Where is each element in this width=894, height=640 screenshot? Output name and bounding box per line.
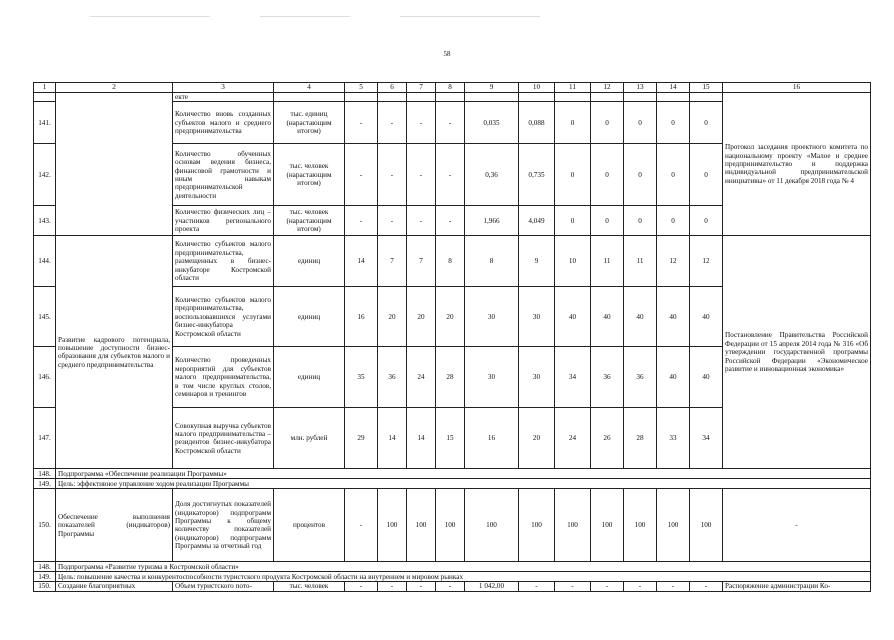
column-header: 3 xyxy=(173,83,274,93)
value-cell: 40 xyxy=(690,347,723,408)
value-cell: 4,049 xyxy=(519,206,555,236)
value-cell: 40 xyxy=(555,287,591,347)
value-cell: 28 xyxy=(624,408,657,469)
table-row xyxy=(34,236,871,287)
value-cell: 0 xyxy=(624,102,657,144)
column-header: 16 xyxy=(723,83,871,93)
value-cell: 10 xyxy=(555,236,591,287)
value-cell: 30 xyxy=(465,287,519,347)
value-cell: 16 xyxy=(465,408,519,469)
value-cell: 36 xyxy=(378,347,407,408)
table-row xyxy=(34,582,871,591)
value-cell: 24 xyxy=(555,408,591,469)
row-number: 148. xyxy=(34,469,56,479)
value-cell: 0,36 xyxy=(465,144,519,206)
value-cell: 1,966 xyxy=(465,206,519,236)
row-number: 141. xyxy=(34,102,56,144)
group-cell: Создание благоприятных xyxy=(56,582,173,591)
column-header: 12 xyxy=(591,83,624,93)
unit-cell: единиц xyxy=(274,287,345,347)
value-cell: 0,035 xyxy=(465,102,519,144)
unit-cell: процентов xyxy=(274,489,345,562)
column-header: 8 xyxy=(436,83,465,93)
basis-cell: - xyxy=(723,489,871,562)
row-number: 142. xyxy=(34,144,56,206)
value-cell: 100 xyxy=(519,489,555,562)
value-cell: 100 xyxy=(407,489,436,562)
value-cell: 0 xyxy=(555,102,591,144)
value-cell: 100 xyxy=(624,489,657,562)
value-cell: - xyxy=(436,206,465,236)
value-cell: 34 xyxy=(555,347,591,408)
section-title: Цель: эффективное управление ходом реализации Программы xyxy=(56,479,871,489)
value-cell: - xyxy=(407,144,436,206)
column-header: 2 xyxy=(56,83,173,93)
value-cell: 14 xyxy=(407,408,436,469)
row-number: 143. xyxy=(34,206,56,236)
value-cell: 100 xyxy=(436,489,465,562)
value-cell: 0 xyxy=(591,206,624,236)
value-cell: 100 xyxy=(465,489,519,562)
basis-cell: Распоряжение администрации Ко- xyxy=(723,582,871,591)
row-number: 150. xyxy=(34,582,56,591)
value-cell: - xyxy=(407,582,436,591)
value-cell: 100 xyxy=(591,489,624,562)
unit-cell: млн. рублей xyxy=(274,408,345,469)
value-cell: 33 xyxy=(657,408,690,469)
value-cell: - xyxy=(436,102,465,144)
section-title: Цель: повышение качества и конкурентоспособности туристского продукта Костромской области на внутреннем и мировом рынках xyxy=(56,572,871,582)
value-cell: - xyxy=(378,206,407,236)
header-row xyxy=(34,83,871,93)
value-cell: - xyxy=(690,582,723,591)
value-cell: - xyxy=(407,102,436,144)
value-cell: 20 xyxy=(519,408,555,469)
value-cell: 0 xyxy=(591,102,624,144)
value-cell: - xyxy=(345,102,378,144)
value-cell: 40 xyxy=(624,287,657,347)
value-cell: 36 xyxy=(624,347,657,408)
row-number: 145. xyxy=(34,287,56,347)
value-cell: 28 xyxy=(436,347,465,408)
column-header: 4 xyxy=(274,83,345,93)
value-cell: 14 xyxy=(345,236,378,287)
value-cell: 0,088 xyxy=(519,102,555,144)
value-cell: 0 xyxy=(690,144,723,206)
value-cell: 100 xyxy=(657,489,690,562)
section-title: Подпрограмма «Обеспечение реализации Программы» xyxy=(56,469,871,479)
value-cell: 100 xyxy=(555,489,591,562)
value-cell: 16 xyxy=(345,287,378,347)
value-cell: - xyxy=(591,582,624,591)
table-row xyxy=(34,93,871,102)
value-cell: 11 xyxy=(591,236,624,287)
table-row xyxy=(34,489,871,562)
value-cell: 14 xyxy=(378,408,407,469)
value-cell: 20 xyxy=(378,287,407,347)
scan-smudge xyxy=(400,16,540,17)
column-header: 13 xyxy=(624,83,657,93)
value-cell: 11 xyxy=(624,236,657,287)
value-cell: 40 xyxy=(657,347,690,408)
group-cell: Обеспечение выполнения показателей (индикаторов) Программы xyxy=(56,489,173,562)
value-cell: 0 xyxy=(690,102,723,144)
row-number: 146. xyxy=(34,347,56,408)
unit-cell: единиц xyxy=(274,347,345,408)
indicators-table xyxy=(33,82,871,592)
value-cell: 30 xyxy=(519,287,555,347)
value-cell: 7 xyxy=(407,236,436,287)
row-number: 149. xyxy=(34,479,56,489)
value-cell: 15 xyxy=(436,408,465,469)
value-cell: - xyxy=(555,582,591,591)
section-row xyxy=(34,572,871,582)
value-cell: 100 xyxy=(690,489,723,562)
value-cell: 0 xyxy=(657,144,690,206)
value-cell: 0 xyxy=(690,206,723,236)
indicator-name: Объем туристского пото- xyxy=(173,582,274,591)
indicator-name: Доля достигнутых показателей (индикаторов) подпрограмм Программы к общему количеству показателей (индикаторов) подпрограмм Программы за отчетный год xyxy=(173,489,274,562)
value-cell: 20 xyxy=(407,287,436,347)
page-number: 58 xyxy=(443,50,451,58)
indicator-name: Количество обученных основам ведения бизнеса, финансовой грамотности и иным навыкам предпринимательской деятельности xyxy=(173,144,274,206)
value-cell: 7 xyxy=(378,236,407,287)
column-header: 15 xyxy=(690,83,723,93)
value-cell: 9 xyxy=(519,236,555,287)
column-header: 11 xyxy=(555,83,591,93)
unit-cell: тыс. человек xyxy=(274,582,345,591)
value-cell: 12 xyxy=(690,236,723,287)
value-cell: - xyxy=(345,144,378,206)
value-cell: 40 xyxy=(690,287,723,347)
value-cell: - xyxy=(436,144,465,206)
indicator-name: Количество проведенных мероприятий для субъектов малого предпринимательства, в том числе круглых столов, семинаров и тренингов xyxy=(173,347,274,408)
indicator-name: Количество вновь созданных субъектов малого и среднего предпринимательства xyxy=(173,102,274,144)
unit-cell: тыс. человек (нарастающим итогом) xyxy=(274,144,345,206)
indicator-name: Количество субъектов малого предпринимательства, размещенных в бизнес-инкубаторе Костромской области xyxy=(173,236,274,287)
indicator-name: Совокупная выручка субъектов малого предпринимательства – резидентов бизнес-инкубатора Костромской области xyxy=(173,408,274,469)
row-number-cell xyxy=(34,93,56,102)
value-cell: 40 xyxy=(591,287,624,347)
value-cell: 20 xyxy=(436,287,465,347)
value-cell: 26 xyxy=(591,408,624,469)
value-cell: 0 xyxy=(624,144,657,206)
value-cell: 34 xyxy=(690,408,723,469)
value-cell: - xyxy=(378,102,407,144)
basis-cell: Протокол заседания проектного комитета по национальному проекту «Малое и среднее предпринимательство и поддержка индивидуальной предпринимательской инициативы» от 11 декабря 2018 года № 4 xyxy=(723,93,871,236)
indicator-name: Количество физических лиц – участников регионального проекта xyxy=(173,206,274,236)
value-cell: - xyxy=(519,582,555,591)
value-cell: - xyxy=(624,582,657,591)
value-cell: 0 xyxy=(555,144,591,206)
value-cell: 0,735 xyxy=(519,144,555,206)
value-cell: 100 xyxy=(378,489,407,562)
unit-cell: тыс. единиц (нарастающим итогом) xyxy=(274,102,345,144)
section-row xyxy=(34,469,871,479)
value-cell: - xyxy=(345,206,378,236)
value-cell: 8 xyxy=(465,236,519,287)
row-number: 148. xyxy=(34,562,56,572)
value-cell: 1 042,00 xyxy=(465,582,519,591)
value-cell: 8 xyxy=(436,236,465,287)
value-cell: 0 xyxy=(555,206,591,236)
value-cell: 36 xyxy=(591,347,624,408)
column-header: 10 xyxy=(519,83,555,93)
section-row xyxy=(34,479,871,489)
value-cell: - xyxy=(436,582,465,591)
unit-cell: единиц xyxy=(274,236,345,287)
row-number: 149. xyxy=(34,572,56,582)
value-cell: 40 xyxy=(657,287,690,347)
value-cell: 35 xyxy=(345,347,378,408)
value-cell: - xyxy=(378,144,407,206)
group-cell xyxy=(56,93,173,236)
column-header: 1 xyxy=(34,83,56,93)
value-cell: 0 xyxy=(657,206,690,236)
row-number: 150. xyxy=(34,489,56,562)
value-cell: - xyxy=(345,489,378,562)
value-cell: 0 xyxy=(591,144,624,206)
row-number: 144. xyxy=(34,236,56,287)
column-header: 7 xyxy=(407,83,436,93)
value-cell: - xyxy=(407,206,436,236)
value-cell: 0 xyxy=(657,102,690,144)
value-cell: 30 xyxy=(465,347,519,408)
column-header: 14 xyxy=(657,83,690,93)
unit-cell: тыс. человек (нарастающим итогом) xyxy=(274,206,345,236)
column-header: 5 xyxy=(345,83,378,93)
value-cell: 29 xyxy=(345,408,378,469)
indicator-name: екте xyxy=(173,93,274,102)
column-header: 6 xyxy=(378,83,407,93)
basis-cell: Постановление Правительства Российской Федерации от 15 апреля 2014 года № 316 «Об утверждении государственной программы Российской Федерации «Экономическое развитие и инновационная экономика» xyxy=(723,236,871,469)
scan-smudge xyxy=(90,16,210,17)
value-cell: - xyxy=(657,582,690,591)
row-number: 147. xyxy=(34,408,56,469)
value-cell: - xyxy=(378,582,407,591)
value-cell: 12 xyxy=(657,236,690,287)
value-cell: 24 xyxy=(407,347,436,408)
value-cell: 0 xyxy=(624,206,657,236)
indicator-name: Количество субъектов малого предпринимательства, воспользовавшихся услугами бизнес-инкубатора Костромской области xyxy=(173,287,274,347)
value-cell: 30 xyxy=(519,347,555,408)
scan-smudge xyxy=(260,16,350,17)
section-title: Подпрограмма «Развитие туризма в Костромской области» xyxy=(56,562,871,572)
column-header: 9 xyxy=(465,83,519,93)
value-cell: - xyxy=(345,582,378,591)
section-row xyxy=(34,562,871,572)
group-cell: Развитие кадрового потенциала, повышение доступности бизнес-образования для субъектов малого и среднего предпринимательства xyxy=(56,236,173,469)
